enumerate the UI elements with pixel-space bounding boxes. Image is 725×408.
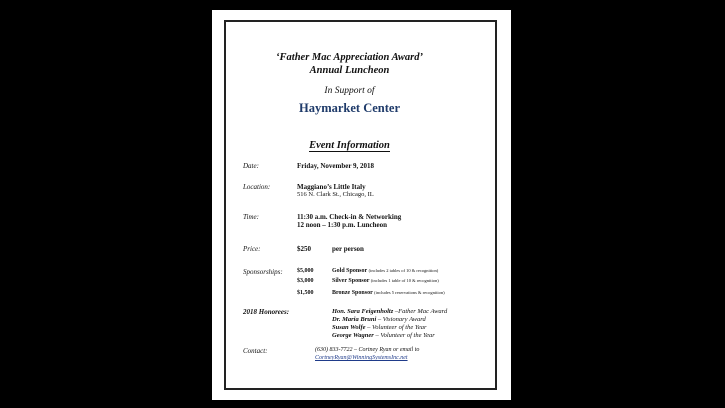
honoree-name: Dr. Maria Bruni [332, 316, 377, 323]
date-label: Date: [243, 162, 259, 170]
sponsor-level [332, 290, 445, 296]
sponsor-level [332, 278, 439, 284]
sponsor-name: Gold Sponsor [332, 268, 368, 274]
flyer-page [212, 10, 511, 400]
price-amount: $250 [297, 245, 311, 253]
contact-email-link[interactable]: CortneyRyan@WinningSystemsInc.net [315, 355, 408, 361]
location-address: 516 N. Clark St., Chicago, IL [297, 191, 374, 198]
sponsorships-label: Sponsorships: [243, 268, 283, 276]
price-unit: per person [332, 245, 364, 253]
honoree-award: – Visionary Award [376, 316, 426, 323]
price-label: Price: [243, 245, 261, 253]
contact-phone: (630) 833-7722 – Cortney Ryan or email to [315, 347, 420, 353]
time-line-2: 12 noon – 1:30 p.m. Luncheon [297, 221, 388, 229]
section-heading-text: Event Information [309, 140, 390, 151]
location-label: Location: [243, 183, 271, 191]
honoree-award: –Father Mac Award [393, 308, 448, 315]
honoree-name: Susan Wolfe [332, 324, 366, 331]
contact-label: Contact: [243, 347, 268, 355]
honoree [332, 316, 426, 323]
section-heading [212, 140, 487, 151]
sponsor-detail: (includes 1 table of 10 & recognition) [370, 278, 439, 283]
time-line-1: 11:30 a.m. Check-in & Networking [297, 213, 402, 221]
sponsor-name: Bronze Sponsor [332, 290, 373, 296]
date-value: Friday, November 9, 2018 [297, 162, 375, 170]
support-text: In Support of [324, 86, 375, 96]
sponsor-level [332, 268, 438, 274]
sponsor-detail: (includes 2 tables of 10 & recognition) [368, 268, 439, 273]
honoree [332, 324, 427, 331]
honoree-name: Hon. Sara Feigenholtz [332, 308, 394, 315]
sponsor-amount: $5,000 [297, 268, 314, 274]
honoree-name: George Wagner [332, 332, 374, 339]
honoree-award: – Volunteer of the Year [365, 324, 427, 331]
location-venue: Maggiano’s Little Italy [297, 183, 366, 191]
organization-name: Haymarket Center [298, 101, 400, 115]
event-title: ‘Father Mac Appreciation Award’ [276, 52, 423, 63]
sponsor-amount: $1,500 [297, 290, 314, 296]
honorees-label: 2018 Honorees: [243, 308, 290, 316]
sponsor-amount: $3,000 [297, 278, 314, 284]
sponsor-name: Silver Sponsor [332, 278, 370, 284]
honoree-award: – Volunteer of the Year [373, 332, 435, 339]
time-label: Time: [243, 213, 259, 221]
event-subtitle: Annual Luncheon [309, 65, 390, 76]
sponsor-detail: (includes 5 reservations & recognition) [374, 290, 445, 295]
honoree [332, 308, 447, 315]
honoree [332, 332, 435, 339]
